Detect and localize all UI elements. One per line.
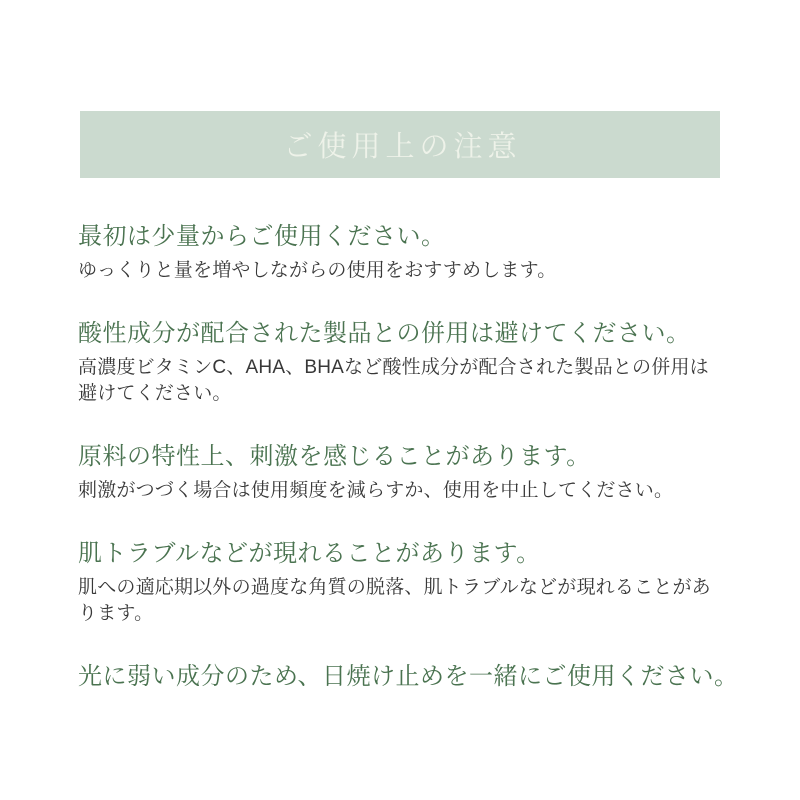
precaution-body: 高濃度ビタミンC、AHA、BHAなど酸性成分が配合された製品との併用は避けてください。 xyxy=(78,357,709,404)
precaution-body: 肌への適応期以外の過度な角質の脱落、肌トラブルなどが現れることがあります。 xyxy=(78,577,711,624)
precaution-heading: 最初は少量からご使用ください。 xyxy=(78,223,446,250)
precaution-body: ゆっくりと量を増やしながらの使用をおすすめします。 xyxy=(78,260,557,281)
precaution-body: 刺激がつづく場合は使用頻度を減らすか、使用を中止してください。 xyxy=(78,480,674,501)
precaution-heading: 原料の特性上、刺激を感じることがあります。 xyxy=(78,443,591,470)
precaution-item-1 xyxy=(78,222,723,284)
precaution-item-5 xyxy=(78,662,739,692)
precaution-item-4 xyxy=(78,539,723,627)
page-title: ご使用上の注意 xyxy=(283,131,522,163)
page-title-banner xyxy=(80,111,720,178)
precautions-list xyxy=(78,222,739,692)
precaution-item-2 xyxy=(78,319,723,407)
precautions-page xyxy=(0,111,800,800)
precaution-item-3 xyxy=(78,442,723,504)
precaution-heading: 肌トラブルなどが現れることがあります。 xyxy=(78,540,541,567)
precaution-heading: 酸性成分が配合された製品との併用は避けてください。 xyxy=(78,320,691,347)
precaution-heading: 光に弱い成分のため、日焼け止めを一緒にご使用ください。 xyxy=(78,663,739,690)
